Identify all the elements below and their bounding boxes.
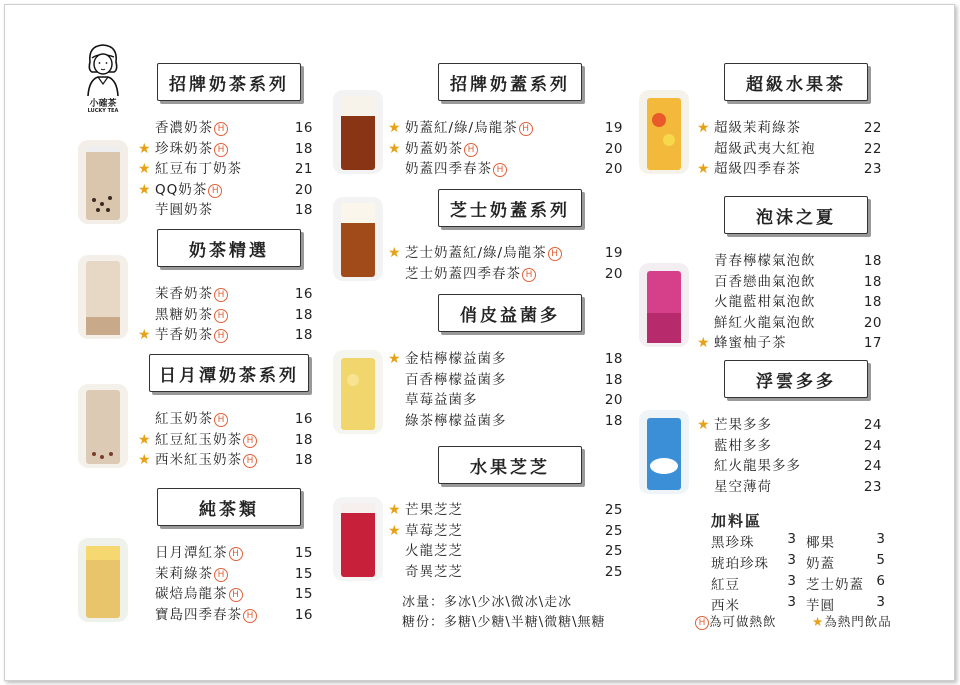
item-price: 16 — [294, 411, 313, 427]
fruit-cheese-tea-image — [333, 497, 383, 581]
addon-item — [711, 594, 797, 614]
menu-item — [388, 243, 623, 263]
item-name: 青春檸檬氣泡飲 — [714, 253, 816, 269]
menu-item — [697, 436, 882, 456]
item-price: 25 — [604, 522, 623, 539]
addon-price: 3 — [876, 594, 886, 610]
item-name: 珍珠奶茶 H — [155, 139, 228, 159]
sugar-note: 糖份：多糖\少糖\半糖\微糖\無糖 — [402, 615, 606, 630]
fruit-tea-image — [639, 90, 689, 174]
menu-item — [138, 139, 313, 159]
section-title: 奶茶精選 — [157, 229, 301, 267]
star-icon: ★ — [138, 327, 151, 344]
addon-name: 黑珍珠 — [711, 535, 755, 551]
item-name: 星空薄荷 — [714, 478, 772, 495]
section-title: 俏皮益菌多 — [438, 294, 582, 332]
item-price: 19 — [604, 120, 623, 136]
item-name: QQ奶茶 H — [155, 180, 222, 200]
section-title: 泡沫之夏 — [724, 196, 868, 234]
item-name: 奶蓋奶茶 H — [405, 139, 478, 159]
menu-item — [697, 313, 882, 333]
item-name: 火龍藍柑氣泡飲 — [714, 294, 816, 311]
item-price: 20 — [604, 161, 623, 178]
brand-name: 小確茶 — [89, 99, 117, 109]
section-title: 水果芝芝 — [438, 446, 582, 484]
item-price: 18 — [604, 412, 623, 429]
menu-item — [388, 390, 623, 410]
menu-item — [388, 500, 623, 520]
item-price: 24 — [863, 417, 882, 433]
hot-icon: H — [229, 588, 243, 602]
legend-hot-text: 為可做熱飲 — [709, 614, 777, 629]
item-price: 18 — [863, 273, 882, 290]
item-name: 茉莉綠茶 H — [155, 564, 228, 584]
menu-item — [138, 430, 313, 450]
item-price: 16 — [294, 286, 313, 302]
item-price: 18 — [604, 371, 623, 388]
menu-item — [138, 325, 313, 345]
item-price: 15 — [294, 586, 313, 603]
item-name: 草莓益菌多 — [405, 392, 478, 409]
menu-item — [138, 200, 313, 220]
yakult-drink-image — [333, 350, 383, 434]
item-price: 16 — [294, 120, 313, 136]
menu-item — [388, 349, 623, 369]
addon-name: 椰果 — [806, 535, 835, 551]
item-name: 芋香奶茶 H — [155, 325, 228, 345]
addon-item — [806, 594, 886, 614]
menu-item — [697, 477, 882, 497]
menu-item — [697, 456, 882, 476]
item-price: 20 — [294, 181, 313, 198]
addon-name: 芋圓 — [806, 598, 835, 614]
section-title: 浮雲多多 — [724, 360, 868, 398]
star-icon: ★ — [388, 351, 401, 367]
milk-foam-tea-image — [333, 90, 383, 174]
item-price: 22 — [863, 120, 882, 136]
item-name: 西米紅玉奶茶 H — [155, 450, 257, 470]
item-name: 黑糖奶茶 H — [155, 305, 228, 325]
addon-price: 3 — [787, 531, 797, 547]
menu-item — [138, 543, 313, 563]
item-name: 香濃奶茶 H — [155, 118, 228, 138]
menu-item — [138, 180, 313, 200]
menu-item — [138, 584, 313, 604]
hot-icon: H — [548, 247, 562, 261]
item-price: 18 — [294, 327, 313, 344]
section-title: 芝士奶蓋系列 — [438, 189, 582, 227]
star-icon: ★ — [812, 614, 825, 629]
addon-name: 琥珀珍珠 — [711, 556, 769, 572]
item-name: 茉香奶茶 H — [155, 284, 228, 304]
addon-name: 奶蓋 — [806, 556, 835, 572]
item-name: 奶蓋四季春茶 H — [405, 159, 507, 179]
cheese-foam-tea-image — [333, 197, 383, 281]
hot-icon: H — [214, 122, 228, 136]
tea-cup-image — [78, 538, 128, 622]
item-price: 20 — [604, 265, 623, 282]
item-price: 18 — [863, 253, 882, 269]
item-price: 23 — [863, 478, 882, 495]
menu-item — [388, 159, 623, 179]
item-name: 奶蓋紅/綠/烏龍茶 H — [405, 118, 533, 138]
hot-icon: H — [243, 454, 257, 468]
menu-item — [138, 409, 313, 429]
addon-item — [806, 531, 886, 551]
menu-item — [697, 415, 882, 435]
hot-icon: H — [464, 143, 478, 157]
star-icon: ★ — [697, 417, 710, 433]
menu-item — [138, 118, 313, 138]
menu-item — [138, 284, 313, 304]
item-name: 蜂蜜柚子茶 — [714, 335, 787, 352]
hot-icon: H — [214, 309, 228, 323]
addons-title: 加料區 — [711, 512, 763, 530]
menu-item — [138, 564, 313, 584]
hot-icon: H — [214, 568, 228, 582]
star-icon: ★ — [138, 431, 151, 448]
item-name: 芝士奶蓋四季春茶 H — [405, 264, 536, 284]
menu-item — [697, 251, 882, 271]
legend-star — [812, 612, 892, 630]
section-title: 純茶類 — [157, 488, 301, 526]
item-price: 20 — [604, 392, 623, 409]
item-name: 超級武夷大紅袍 — [714, 140, 816, 157]
star-icon: ★ — [138, 181, 151, 198]
hot-icon: H — [243, 609, 257, 623]
star-icon: ★ — [388, 120, 401, 136]
addon-name: 西米 — [711, 598, 740, 614]
hot-icon: H — [214, 413, 228, 427]
item-name: 藍柑多多 — [714, 437, 772, 454]
star-icon: ★ — [697, 335, 710, 352]
item-name: 奇異芝芝 — [405, 563, 463, 580]
item-price: 15 — [294, 545, 313, 561]
addon-item — [711, 531, 797, 551]
item-name: 超級四季春茶 — [714, 161, 801, 178]
item-name: 草莓芝芝 — [405, 522, 463, 539]
addon-item — [806, 573, 886, 593]
item-price: 15 — [294, 565, 313, 582]
hot-icon: H — [208, 184, 222, 198]
hot-icon: H — [695, 616, 709, 630]
item-name: 芒果芝芝 — [405, 502, 463, 518]
hot-icon: H — [519, 122, 533, 136]
addon-price: 3 — [787, 573, 797, 589]
menu-item — [138, 305, 313, 325]
menu-item — [388, 264, 623, 284]
item-name: 金桔檸檬益菌多 — [405, 351, 507, 367]
item-price: 20 — [604, 140, 623, 157]
star-icon: ★ — [388, 502, 401, 518]
star-icon: ★ — [388, 522, 401, 539]
item-name: 百香檸檬益菌多 — [405, 371, 507, 388]
section-title: 超級水果茶 — [724, 63, 868, 101]
item-price: 18 — [294, 306, 313, 323]
section-title: 招牌奶蓋系列 — [438, 63, 582, 101]
addon-name: 芝士奶蓋 — [806, 577, 864, 593]
hot-icon: H — [493, 163, 507, 177]
item-name: 綠茶檸檬益菌多 — [405, 412, 507, 429]
brand-logo — [78, 40, 128, 98]
section-title: 招牌奶茶系列 — [157, 63, 301, 101]
item-name: 鮮紅火龍氣泡飲 — [714, 314, 816, 331]
addon-price: 3 — [787, 594, 797, 610]
brand-subtitle: LUCKY TEA — [87, 108, 119, 114]
section-title: 日月潭奶茶系列 — [149, 354, 309, 392]
item-price: 25 — [604, 563, 623, 580]
menu-item — [388, 139, 623, 159]
milk-tea-cup-image — [78, 140, 128, 224]
item-price: 18 — [294, 140, 313, 157]
item-price: 20 — [863, 314, 882, 331]
hot-icon: H — [214, 143, 228, 157]
item-price: 24 — [863, 437, 882, 454]
legend-hot — [694, 612, 777, 630]
menu-item — [388, 411, 623, 431]
milk-tea-cup-image — [78, 255, 128, 339]
addon-price: 5 — [876, 552, 886, 568]
item-price: 16 — [294, 606, 313, 623]
hot-icon: H — [214, 288, 228, 302]
item-price: 18 — [294, 452, 313, 469]
item-name: 紅豆紅玉奶茶 H — [155, 430, 257, 450]
item-price: 18 — [294, 431, 313, 448]
star-icon: ★ — [138, 161, 151, 178]
star-icon: ★ — [138, 452, 151, 469]
menu-item — [138, 159, 313, 179]
addon-item — [711, 552, 797, 572]
menu-item — [388, 521, 623, 541]
item-price: 17 — [863, 335, 882, 352]
legend-star-text: 為熱門飲品 — [824, 614, 892, 629]
menu-item — [388, 370, 623, 390]
hot-icon: H — [229, 547, 243, 561]
item-price: 25 — [604, 502, 623, 518]
item-price: 22 — [863, 140, 882, 157]
item-name: 碳焙烏龍茶 H — [155, 584, 243, 604]
item-price: 25 — [604, 543, 623, 560]
menu-item — [138, 605, 313, 625]
item-price: 24 — [863, 458, 882, 475]
item-name: 芒果多多 — [714, 417, 772, 433]
addon-price: 3 — [787, 552, 797, 568]
yakult-cloud-drink-image — [639, 410, 689, 494]
item-name: 芝士奶蓋紅/綠/烏龍茶 H — [405, 243, 562, 263]
item-name: 火龍芝芝 — [405, 543, 463, 560]
menu-item — [388, 562, 623, 582]
item-name: 百香戀曲氣泡飲 — [714, 273, 816, 290]
menu-item — [138, 450, 313, 470]
item-name: 紅火龍果多多 — [714, 458, 801, 475]
item-price: 21 — [294, 161, 313, 178]
star-icon: ★ — [138, 140, 151, 157]
item-name: 超級茉莉綠茶 — [714, 120, 801, 136]
item-price: 19 — [604, 245, 623, 261]
addon-price: 3 — [876, 531, 886, 547]
item-name: 寶島四季春茶 H — [155, 605, 257, 625]
menu-item — [388, 118, 623, 138]
star-icon: ★ — [697, 120, 710, 136]
addon-price: 6 — [876, 573, 886, 589]
addon-item — [711, 573, 797, 593]
menu-item — [697, 139, 882, 159]
item-price: 18 — [604, 351, 623, 367]
star-icon: ★ — [697, 161, 710, 178]
menu-item — [697, 333, 882, 353]
menu-item — [697, 292, 882, 312]
item-price: 18 — [294, 202, 313, 219]
menu-item — [388, 541, 623, 561]
hot-icon: H — [214, 329, 228, 343]
ice-note: 冰量：多冰\少冰\微冰\走冰 — [402, 595, 573, 610]
star-icon: ★ — [388, 140, 401, 157]
milk-tea-cup-image — [78, 384, 128, 468]
item-price: 23 — [863, 161, 882, 178]
menu-item — [697, 159, 882, 179]
item-name: 芋圓奶茶 — [155, 202, 213, 219]
hot-icon: H — [243, 434, 257, 448]
hot-icon: H — [522, 268, 536, 282]
menu-item — [697, 118, 882, 138]
star-icon: ★ — [388, 245, 401, 261]
item-name: 紅豆布丁奶茶 — [155, 161, 242, 178]
addon-item — [806, 552, 886, 572]
menu-item — [697, 272, 882, 292]
item-price: 18 — [863, 294, 882, 311]
item-name: 日月潭紅茶 H — [155, 543, 243, 563]
sparkling-drink-image — [639, 263, 689, 347]
item-name: 紅玉奶茶 H — [155, 409, 228, 429]
addon-name: 紅豆 — [711, 577, 740, 593]
